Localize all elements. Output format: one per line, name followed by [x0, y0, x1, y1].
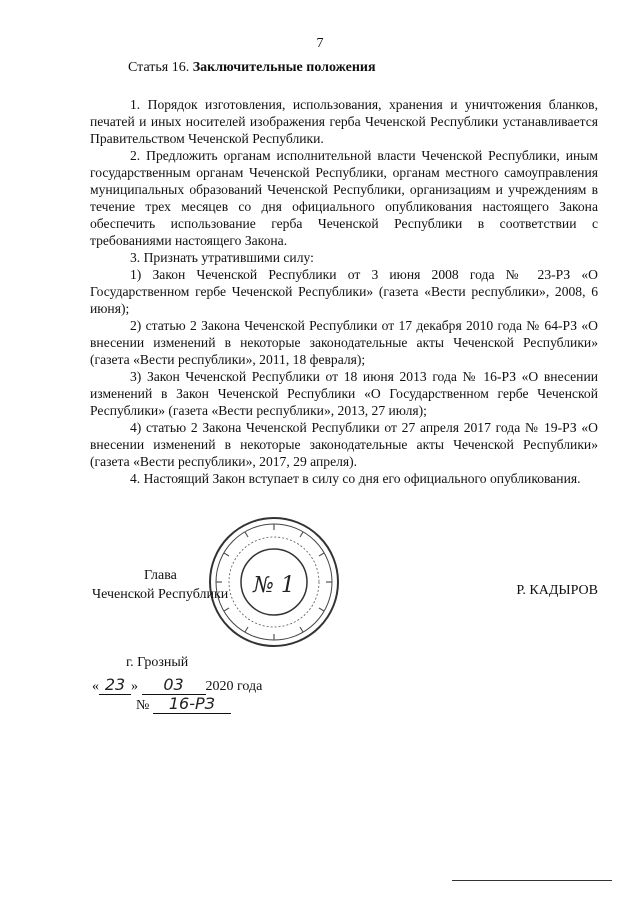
paragraph: 2. Предложить органам исполнительной власти Чеченской Республики, иным государственным органам Чеченской Республики, органам местного самоуправления муниципальных образований Чеченской Республики, организациям и учреждениям в течение трех месяцев со дня официального опубликования настоящего Закона обеспечить использование герба Чеченской Республики в соответствии с требованиями настоящего Закона. — [90, 148, 598, 248]
paragraph: 4. Настоящий Закон вступает в силу со дня его официального опубликования. — [130, 471, 581, 486]
date-month: 03 — [142, 675, 206, 695]
date-day: 23 — [99, 675, 131, 695]
list-item: 3) Закон Чеченской Республики от 18 июня 2013 года № 16-РЗ «О внесении изменений в Закон Чеченской Республики «О Государственном гербе Чеченской Республики» (газета «Вести республики», 2013, 27 июля); — [90, 369, 598, 418]
signatory-name: Р. КАДЫРОВ — [516, 583, 598, 598]
date-year: 2020 года — [205, 679, 263, 694]
page-number: 7 — [316, 36, 324, 51]
signatory-title — [92, 566, 228, 604]
article-heading — [128, 60, 376, 76]
place-of-signing: г. Грозный — [126, 655, 189, 670]
article-title: Заключительные положения — [192, 60, 376, 75]
signatory-title-line1: Глава — [144, 568, 177, 583]
footer-divider — [452, 880, 612, 881]
list-item: 4) статью 2 Закона Чеченской Республики от 27 апреля 2017 года № 19-РЗ «О внесении изменений в некоторые законодательные акты Чеченской Республики» (газета «Вести республики», 2017, 29 апреля). — [90, 420, 598, 469]
law-number-prefix: № — [136, 698, 150, 713]
document-body — [90, 96, 598, 487]
stamp-number: № 1 — [253, 573, 295, 598]
paragraph: 3. Признать утратившими силу: — [130, 250, 314, 265]
law-number-value: 16-РЗ — [153, 694, 231, 714]
date-close-quote: » — [131, 679, 138, 694]
signing-date — [92, 675, 262, 695]
paragraph: 1. Порядок изготовления, использования, хранения и уничтожения бланков, печатей и иных носителей изображения герба Чеченской Республики устанавливается Правительством Чеченской Республики. — [90, 97, 598, 146]
law-number-line — [136, 694, 231, 714]
list-item: 2) статью 2 Закона Чеченской Республики от 17 декабря 2010 года № 64-РЗ «О внесении изменений в некоторые законодательные акты Чеченской Республики» (газета «Вести республики», 2011, 18 февраля); — [90, 318, 598, 367]
signatory-title-line2: Чеченской Республики — [92, 587, 229, 602]
article-number: Статья 16. — [128, 60, 190, 75]
list-item: 1) Закон Чеченской Республики от 3 июня 2008 года № 23-РЗ «О Государственном гербе Чеченской Республики» (газета «Вести республики», 2008, 6 июня); — [90, 267, 598, 316]
date-open-quote: « — [92, 679, 99, 694]
